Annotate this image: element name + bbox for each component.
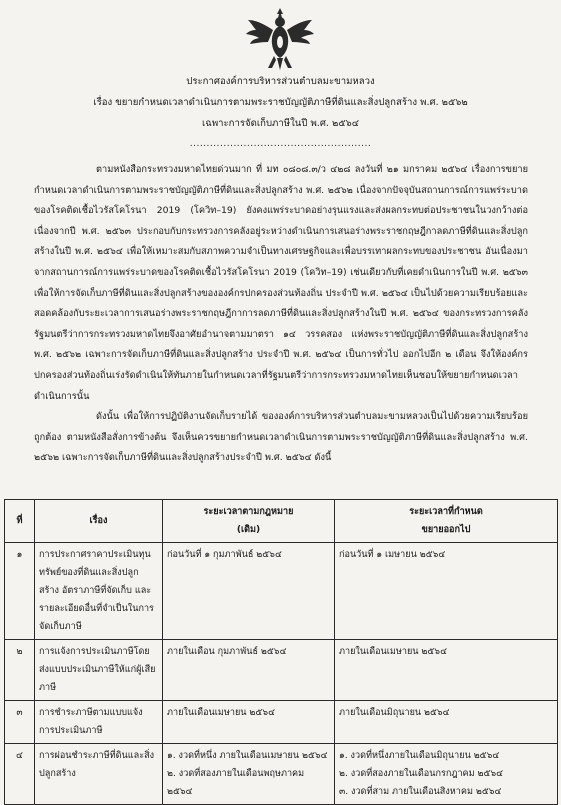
row-extended-period: ภายในเดือนมิถุนายน ๒๕๖๔: [335, 701, 558, 744]
row-extended-period: [335, 744, 558, 805]
header-extended-line1: ระยะเวลาที่กำหนด: [409, 507, 483, 517]
table-row: [5, 744, 558, 805]
table-row: [5, 543, 558, 640]
header-original-line2: (เดิม): [236, 525, 261, 535]
announcement-subject-line1: เรื่อง ขยายกำหนดเวลาดำเนินการตามพระราชบัญญัติภาษีที่ดินและสิ่งปลูกสร้าง พ.ศ. ๒๕๖๒: [93, 97, 468, 108]
schedule-table: [4, 499, 558, 805]
row-original-period: ภายในเดือนเมษายน ๒๕๖๔: [163, 701, 335, 744]
separator-dots: ......................................................: [189, 139, 372, 149]
body-content: [34, 160, 528, 469]
header-topic: เรื่อง: [35, 500, 163, 543]
row-topic: การประกาศราคาประเมินทุนทรัพย์ของที่ดินและสิ่งปลูกสร้าง อัตราภาษีที่จัดเก็บ และรายละเอียดอื่นที่จำเป็นในการจัดเก็บภาษี: [35, 543, 163, 640]
header-original-period: [163, 500, 335, 543]
table-row: [5, 640, 558, 701]
row-original-period: ก่อนวันที่ ๑ กุมภาพันธ์ ๒๕๖๔: [163, 543, 335, 640]
header-original-line1: ระยะเวลาตามกฎหมาย: [203, 507, 294, 517]
row-topic: การแจ้งการประเมินภาษีโดยส่งแบบประเมินภาษีให้แก่ผู้เสียภาษี: [35, 640, 163, 701]
installment-item: ๒. งวดที่สองภายในเดือนกรกฎาคม ๒๕๖๔: [339, 769, 504, 779]
row-extended-period: ก่อนวันที่ ๑ เมษายน ๒๕๖๔: [335, 543, 558, 640]
table-header-row: [5, 500, 558, 543]
installment-item: ๑. งวดที่หนึ่ง ภายในเดือนเมษายน ๒๕๖๔: [167, 751, 328, 761]
paragraph-1: ตามหนังสือกระทรวงมหาดไทยด่วนมาก ที่ มท ๐๘๐๘.๓/ว ๔๒๘ ลงวันที่ ๒๑ มกราคม ๒๕๖๔ เรื่องการขยายกำหนดเวลาดำเนินการตามพระราชบัญญัติภาษีที่ดินและสิ่งปลูกสร้าง พ.ศ. ๒๕๖๒ เนื่องจากปัจจุบันสถานการณ์การแพร่ระบาดของโรคติดเชื้อไวรัสโคโรนา 2019 (โควิท–19) ยังคงแพร่ระบาดอย่างรุนแรงและส่งผลกระทบต่อประชาชนในวงกว้างต่อเนื่องจากปี พ.ศ. ๒๕๖๓ ประกอบกับกระทรวงการคลังอยู่ระหว่างดำเนินการเสนอร่างพระราชกฤษฎีกาลดภาษีที่ดินและสิ่งปลูกสร้างในปี พ.ศ. ๒๕๖๔ เพื่อให้เหมาะสมกับสภาพความจำเป็นทางเศรษฐกิจและเพื่อบรรเทาผลกระทบของประชาชน อันเนื่องมาจากสถานการณ์การแพร่ระบาดของโรคติดเชื้อไวรัสโคโรนา 2019 (โควิท–19) เช่นเดียวกับที่เคยดำเนินการในปี พ.ศ. ๒๕๖๓ เพื่อให้การจัดเก็บภาษีที่ดินและสิ่งปลูกสร้างขององค์กรปกครองส่วนท้องถิ่น ประจำปี พ.ศ. ๒๕๖๔ เป็นไปด้วยความเรียบร้อยและสอดคล้องกับระยะเวลาการเสนอร่างพระราชกฤษฎีกาการลดภาษีที่ดินและสิ่งปลูกสร้างในปี พ.ศ. ๒๕๖๔ ของกระทรวงการคลัง รัฐมนตรีว่าการกระทรวงมหาดไทยจึงอาศัยอำนาจตามมาตรา ๑๔ วรรคสอง แห่งพระราชบัญญัติภาษีที่ดินและสิ่งปลูกสร้าง พ.ศ. ๒๕๖๒ เฉพาะการจัดเก็บภาษีที่ดินและสิ่งปลูกสร้าง ประจำปี พ.ศ. ๒๕๖๔ เป็นการทั่วไป ออกไปอีก ๒ เดือน จึงให้องค์กรปกครองส่วนท้องถิ่นเร่งรัดดำเนินให้ทันภายในกำหนดเวลาที่รัฐมนตรีว่าการกระทรวงมหาดไทยเห็นชอบให้ขยายกำหนดเวลาดำเนินการนั้น: [34, 164, 528, 402]
installment-item: ๑. งวดที่หนึ่งภายในเดือนมิถุนายน ๒๕๖๔: [339, 751, 500, 761]
installment-item: ๓. งวดที่สาม ภายในเดือนสิงหาคม ๒๕๖๔: [339, 787, 502, 797]
announcement-subject-line2: เฉพาะการจัดเก็บภาษีในปี พ.ศ. ๒๕๖๔: [202, 118, 359, 129]
header-extended-line2: ขยายออกไป: [421, 525, 471, 535]
announcement-title: ประกาศองค์การบริหารส่วนตำบลมะขามหลวง: [186, 76, 375, 87]
header-extended-period: [335, 500, 558, 543]
header-no: ที่: [5, 500, 35, 543]
installment-item: ๒. งวดที่สองภายในเดือนพฤษภาคม ๒๕๖๔: [167, 769, 305, 797]
row-topic: การชำระภาษีตามแบบแจ้งการประเมินภาษี: [35, 701, 163, 744]
table-row: [5, 701, 558, 744]
row-extended-period: ภายในเดือนเมษายน ๒๕๖๔: [335, 640, 558, 701]
row-number: ๔: [5, 744, 35, 805]
row-original-period: ภายในเดือน กุมภาพันธ์ ๒๕๖๔: [163, 640, 335, 701]
row-number: ๑: [5, 543, 35, 640]
row-number: ๓: [5, 701, 35, 744]
paragraph-2: ดังนั้น เพื่อให้การปฏิบัติงานจัดเก็บรายได้ ขององค์การบริหารส่วนตำบลมะขามหลวงเป็นไปด้วยความเรียบร้อยถูกต้อง ตามหนังสือสั่งการข้างต้น จึงเห็นควรขยายกำหนดเวลาดำเนินการตามพระราชบัญญัติภาษีที่ดินและสิ่งปลูกสร้าง พ.ศ. ๒๕๖๒ เฉพาะการจัดเก็บภาษีที่ดินและสิ่งปลูกสร้างประจำปี พ.ศ. ๒๕๖๔ ดังนี้: [34, 411, 528, 464]
row-topic: การผ่อนชำระภาษีที่ดินและสิ่งปลูกสร้าง: [35, 744, 163, 805]
garuda-emblem-icon: [244, 6, 316, 72]
row-number: ๒: [5, 640, 35, 701]
row-original-period: [163, 744, 335, 805]
